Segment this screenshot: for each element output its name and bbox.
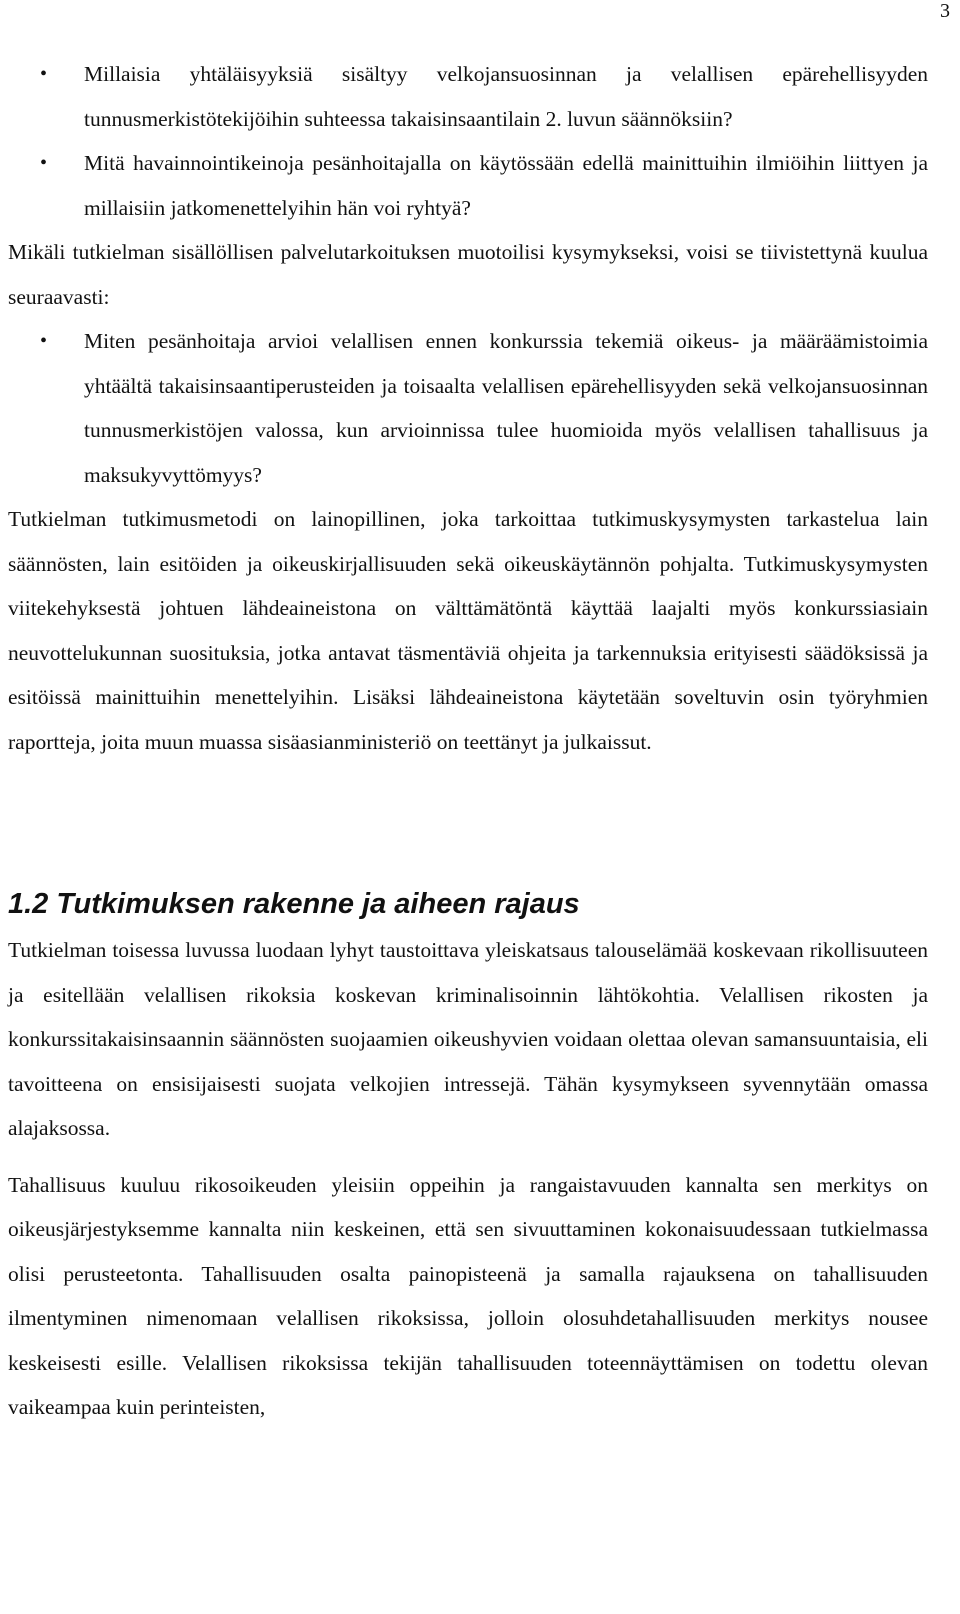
method-paragraph: Tutkielman tutkimusmetodi on lainopillinen, joka tarkoittaa tutkimuskysymysten tarkastelua lain säännösten, lain esitöiden ja oikeuskirjallisuuden sekä oikeuskäytännön pohjalta. Tutkimuskysymysten viitekehyksestä johtuen lähdeaineistona on välttämätöntä käyttää laajalti myös konkurssiasiain neuvottelukunnan suosituksia, jotka antavat täsmentäviä ohjeita ja tarkennuksia erityisesti säädöksissä ja esitöissä mainittuihin menettelyihin. Lisäksi lähdeaineistona käytetään soveltuvin osin työryhmien raportteja, joita muun muassa sisäasianministeriö on teettänyt ja julkaissut. xyxy=(8,507,928,754)
document-body xyxy=(8,52,928,1430)
structure-paragraph: Tutkielman toisessa luvussa luodaan lyhyt taustoittava yleiskatsaus talouselämää koskevaan rikollisuuteen ja esitellään velallisen rikoksia koskevan kriminalisoinnin lähtökohtia. Velallisen rikosten ja konkurssitakaisinsaannin säännösten suojaamien oikeushyvien voidaan olettaa olevan samansuuntaisia, eli tavoitteena on ensisijaisesti suojata velkojien intressejä. Tähän kysymykseen syvennytään omassa alajaksossa. xyxy=(8,938,928,1140)
list-item-text: Mitä havainnointikeinoja pesänhoitajalla on käytössään edellä mainittuihin ilmiöihin liittyen ja millaisiin jatkomenettelyihin hän voi ryhtyä? xyxy=(84,151,928,220)
bullet-icon: • xyxy=(40,152,48,174)
page-number: 3 xyxy=(940,0,950,22)
research-questions-list xyxy=(8,52,928,230)
bullet-icon: • xyxy=(40,330,48,352)
section-heading: 1.2 Tutkimuksen rakenne ja aiheen rajaus xyxy=(8,888,580,920)
intent-paragraph: Tahallisuus kuuluu rikosoikeuden yleisiin oppeihin ja rangaistavuuden kannalta sen merkitys on oikeusjärjestyksemme kannalta niin keskeinen, että sen sivuuttaminen kokonaisuudessaan tutkielmassa olisi perusteetonta. Tahallisuuden osalta painopisteenä ja samalla rajauksena on tahallisuuden ilmentyminen nimenomaan velallisen rikoksissa, jolloin olosuhdetahallisuuden merkitys nousee keskeisesti esille. Velallisen rikoksissa tekijän tahallisuuden toteennäyttämisen on todettu olevan vaikeampaa kuin perinteisten, xyxy=(8,1172,928,1419)
list-item-text: Millaisia yhtäläisyyksiä sisältyy velkojansuosinnan ja velallisen epärehellisyyden tunnusmerkistötekijöihin suhteessa takaisinsaantilain 2. luvun säännöksiin? xyxy=(84,62,928,131)
bullet-icon: • xyxy=(40,63,48,85)
list-item xyxy=(8,52,928,141)
intro-paragraph: Mikäli tutkielman sisällöllisen palvelutarkoituksen muotoilisi kysymykseksi, voisi se tiivistettynä kuulua seuraavasti: xyxy=(8,240,928,309)
list-item xyxy=(8,141,928,230)
list-item xyxy=(8,319,928,497)
main-question-list xyxy=(8,319,928,497)
list-item-text: Miten pesänhoitaja arvioi velallisen ennen konkurssia tekemiä oikeus- ja määräämistoimia yhtäältä takaisinsaantiperusteiden ja toisaalta velallisen epärehellisyyden sekä velkojansuosinnan tunnusmerkistöjen valossa, kun arvioinnissa tulee huomioida myös velallisen tahallisuus ja maksukyvyttömyys? xyxy=(84,329,928,487)
